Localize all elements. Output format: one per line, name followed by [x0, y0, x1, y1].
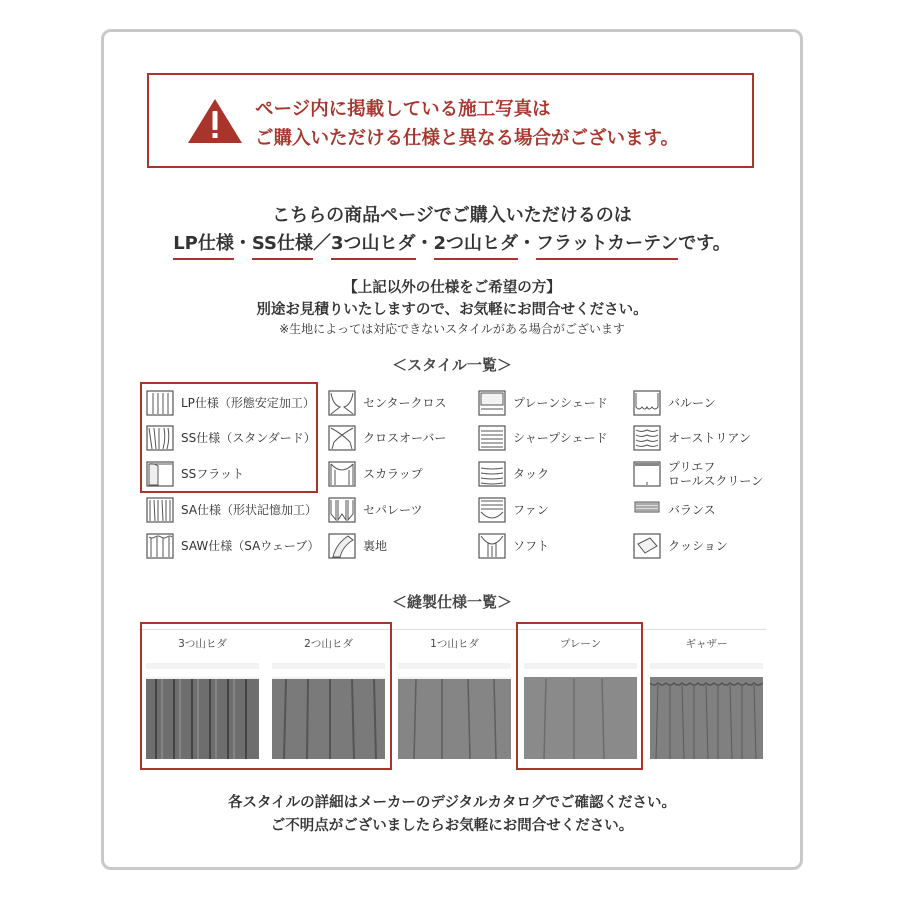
intro-line-2	[101, 229, 803, 255]
style-label: SAW仕様（SAウェーブ）	[181, 539, 320, 553]
style-item	[478, 531, 549, 561]
style-label	[668, 460, 763, 488]
style-item	[328, 495, 423, 525]
spec-flat: フラットカーテン	[536, 233, 678, 260]
cushion-icon	[633, 532, 661, 560]
shape-memory-curtain-icon	[146, 496, 174, 524]
style-item	[328, 388, 447, 418]
style-item	[146, 388, 315, 418]
warning-banner	[147, 73, 754, 168]
style-label: クッション	[668, 539, 728, 553]
spec-lp: LP仕様	[173, 233, 234, 260]
curtain-photo	[650, 663, 763, 759]
center-cross-icon	[328, 389, 356, 417]
sewing-label: 3つ山ヒダ	[178, 638, 227, 650]
request-title: 【上記以外の仕様をご希望の方】	[343, 280, 561, 296]
footer-line-2: ご不明点がございましたらお気軽にお問合せください。	[270, 818, 634, 834]
separator: ・	[415, 233, 434, 254]
warning-line-2: ご購入いただける仕様と異なる場合がございます。	[255, 128, 680, 149]
style-label: 裏地	[363, 539, 388, 553]
sewing-label: ギャザー	[685, 638, 728, 650]
fan-shade-icon	[478, 496, 506, 524]
style-item	[478, 423, 607, 453]
warning-triangle-icon	[186, 97, 244, 145]
sewing-label: 2つ山ヒダ	[304, 638, 353, 650]
style-label: SSフラット	[181, 467, 244, 481]
style-label: バランス	[668, 503, 716, 517]
style-item	[478, 388, 608, 418]
scallop-icon	[328, 460, 356, 488]
curtain-photo	[398, 663, 511, 759]
style-label: SA仕様（形状記憶加工）	[181, 503, 318, 517]
valance-icon	[633, 496, 661, 524]
style-item	[146, 459, 244, 489]
crossover-icon	[328, 424, 356, 452]
footer-line-1: 各スタイルの詳細はメーカーのデジタルカタログでご確認ください。	[227, 795, 677, 811]
separator: ／	[312, 233, 331, 254]
spec-2-pleat: 2つ山ヒダ	[434, 233, 519, 260]
roll-screen-icon	[633, 460, 661, 488]
sewing-item-gather	[644, 630, 769, 770]
roll-label-2: ロールスクリーン	[668, 474, 764, 488]
separates-icon	[328, 496, 356, 524]
style-item	[633, 459, 763, 489]
style-item	[146, 531, 319, 561]
separator: ・	[233, 233, 252, 254]
austrian-shade-icon	[633, 424, 661, 452]
flat-curtain-icon	[146, 460, 174, 488]
lining-icon	[328, 532, 356, 560]
style-item	[633, 388, 716, 418]
style-label: スカラップ	[363, 467, 423, 481]
style-label: SS仕様（スタンダード）	[181, 431, 316, 445]
balloon-shade-icon	[633, 389, 661, 417]
style-item	[633, 423, 751, 453]
sewing-item-1-pleat	[392, 630, 517, 770]
intro-suffix: です。	[678, 233, 731, 254]
style-item	[633, 531, 728, 561]
pleated-curtain-icon	[146, 389, 174, 417]
sewing-label: 1つ山ヒダ	[430, 638, 479, 650]
request-body: 別途お見積りいたしますので、お気軽にお問合せください。	[256, 302, 648, 318]
spec-ss: SS仕様	[252, 233, 313, 260]
style-item	[328, 423, 446, 453]
style-label: セパレーツ	[363, 503, 423, 517]
style-label: プレーンシェード	[513, 396, 608, 410]
sharp-shade-icon	[478, 424, 506, 452]
style-label: ソフト	[513, 539, 550, 553]
available-sewing-highlight	[516, 622, 643, 770]
style-item	[146, 423, 316, 453]
style-label: LP仕様（形態安定加工）	[181, 396, 315, 410]
style-item	[478, 459, 549, 489]
style-list-title: ＜スタイル一覧＞	[392, 356, 512, 374]
sewing-label: プレーン	[559, 638, 602, 650]
style-label: オーストリアン	[668, 431, 751, 445]
warning-line-1: ページ内に掲載している施工写真は	[255, 99, 551, 120]
available-sewing-highlight	[140, 622, 392, 770]
sewing-list-title: ＜縫製仕様一覧＞	[391, 593, 512, 611]
style-item	[478, 495, 549, 525]
roll-label-1: プリエフ	[668, 460, 716, 474]
style-item	[633, 495, 716, 525]
style-item	[328, 459, 423, 489]
tuck-shade-icon	[478, 460, 506, 488]
style-item	[328, 531, 387, 561]
separator: ・	[518, 233, 537, 254]
standard-curtain-icon	[146, 424, 174, 452]
style-label: シャープシェード	[513, 431, 608, 445]
wave-curtain-icon	[146, 532, 174, 560]
style-item	[146, 495, 317, 525]
style-label: クロスオーバー	[363, 431, 447, 445]
warning-text	[255, 95, 679, 153]
style-label: ファン	[513, 503, 549, 517]
style-label: バルーン	[668, 396, 716, 410]
spec-3-pleat: 3つ山ヒダ	[331, 233, 416, 260]
soft-shade-icon	[478, 532, 506, 560]
plain-shade-icon	[478, 389, 506, 417]
request-note: ※生地によっては対応できないスタイルがある場合がございます	[279, 322, 625, 336]
style-label: タック	[513, 467, 550, 481]
style-label: センタークロス	[363, 396, 447, 410]
intro-line-1: こちらの商品ページでご購入いただけるのは	[272, 205, 632, 226]
